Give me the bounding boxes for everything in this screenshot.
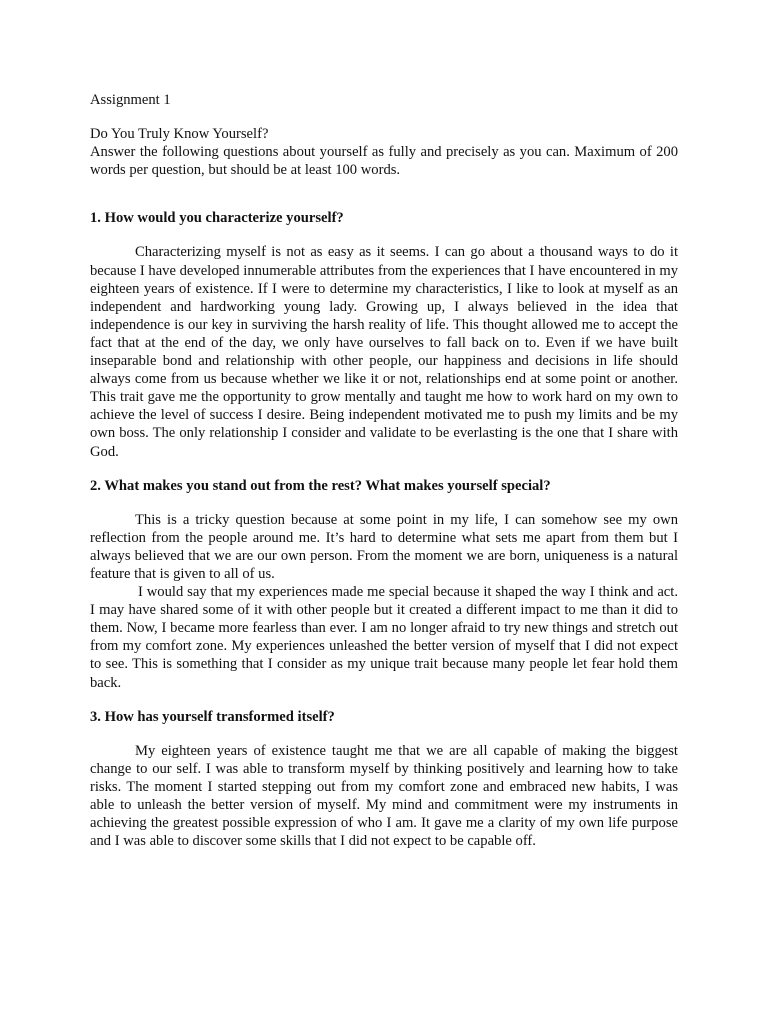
answer-paragraph: My eighteen years of existence taught me that we are all capable of making the biggest change to our self. I was able to transform myself by thinking positively and learning how to take risks. The moment I started stepping out from my comfort zone and embraced new habits, I was able to unleash the better version of myself. My mind and commitment were my instruments in achieving the greatest possible expression of who I am. It gave me a clarity of my own life purpose and I was able to discover some skills that I did not expect to be capable off. xyxy=(90,742,678,850)
answer-paragraph: Characterizing myself is not as easy as it seems. I can go about a thousand ways to do it because I have developed innumerable attributes from the experiences that I have encountered in my eighteen years of existence. If I were to determine my characteristics, I like to look at myself as an independent and hardworking young lady. Growing up, I always believed in the idea that independence is our key in surviving the harsh reality of life. This thought allowed me to accept the fact that at the end of the day, we only have ourselves to fall back on to. Even if we have built inseparable bond and relationship with other people, our happiness and decisions in life should always come from us because whether we like it or not, relationships end at some point or another. This trait gave me the opportunity to grow mentally and taught me how to work hard on my own to achieve the level of success I desire. Being independent motivated me to push my limits and be my own boss. The only relationship I consider and validate to be everlasting is the one that I share with God. xyxy=(90,244,678,460)
question-heading: 1. How would you characterize yourself? xyxy=(90,210,344,227)
question-heading: 2. What makes you stand out from the rest? What makes yourself special? xyxy=(90,477,551,494)
document-page xyxy=(90,91,678,866)
question-section-1 xyxy=(90,209,678,460)
answer-paragraph: I would say that my experiences made me special because it shaped the way I think and act. I may have shared some of it with other people but it created a different impact to me than it did to them. Now, I became more fearless than ever. I am no longer afraid to try new things and stretch out from my comfort zone. My experiences unleashed the better version of myself that I did not expect to see. This is something that I consider as my unique trait because many people let fear hold them back. xyxy=(90,584,678,691)
instructions: Answer the following questions about yourself as fully and precisely as you can. Maximum of 200 words per question, but should be at least 100 words. xyxy=(90,144,678,179)
question-section-2 xyxy=(90,477,678,692)
question-section-3 xyxy=(90,708,678,851)
assignment-label: Assignment 1 xyxy=(90,92,171,108)
document-title: Do You Truly Know Yourself? xyxy=(90,126,269,143)
question-heading: 3. How has yourself transformed itself? xyxy=(90,708,335,725)
answer-paragraph: This is a tricky question because at some point in my life, I can somehow see my own reflection from the people around me. It’s hard to determine what sets me apart from them but I always believed that we are our own person. From the moment we are born, uniqueness is a natural feature that is given to all of us. xyxy=(90,511,678,582)
